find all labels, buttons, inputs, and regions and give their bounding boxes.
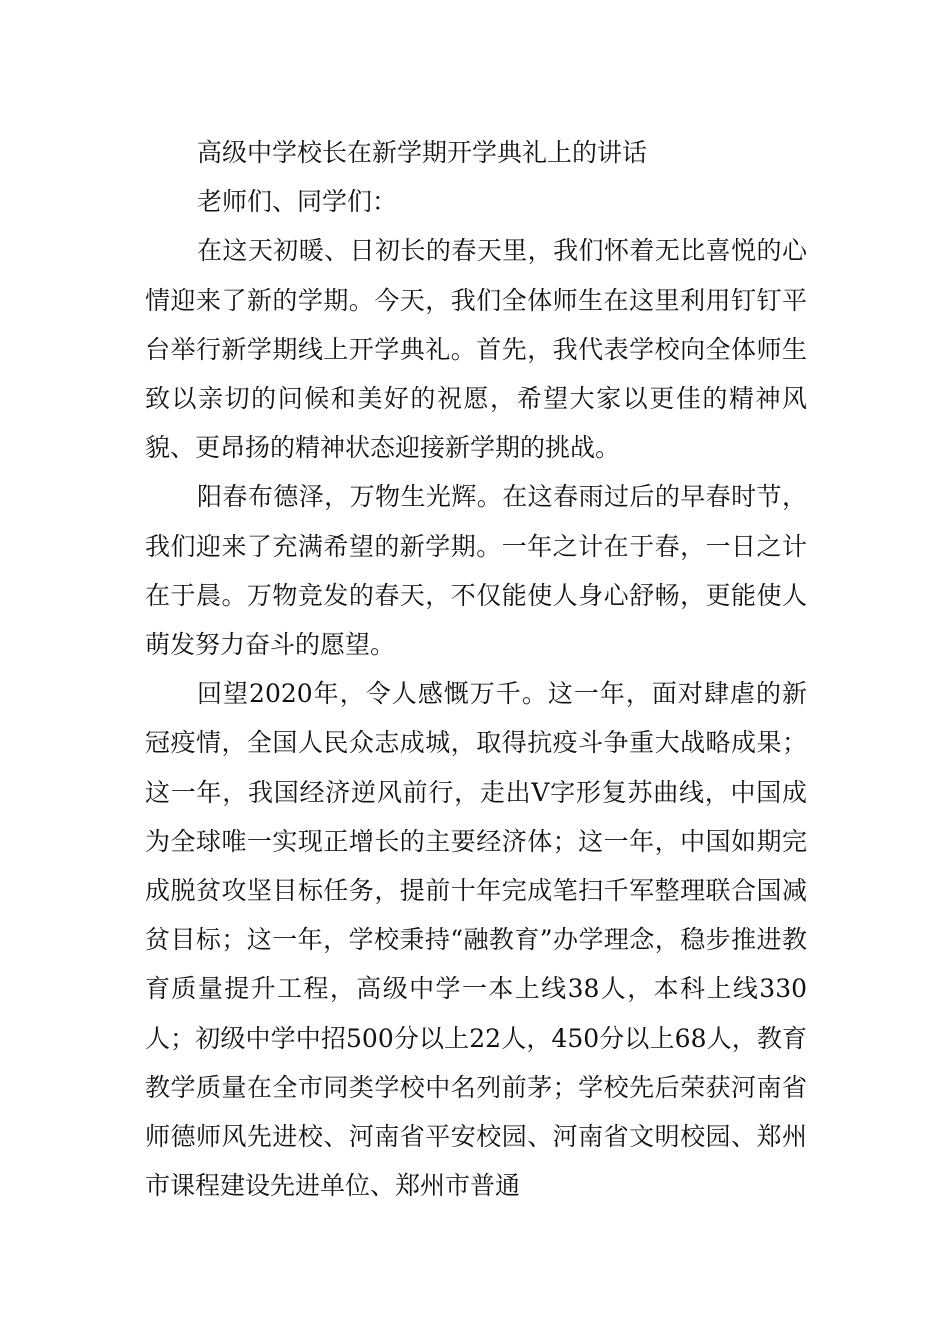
paragraph-2: 阳春布德泽，万物生光辉。在这春雨过后的早春时节，我们迎来了充满希望的新学期。一年之计在于春，一日之计在于晨。万物竞发的春天，不仅能使人身心舒畅，更能使人萌发努力奋斗的愿望。 xyxy=(145,482,807,660)
document-body xyxy=(145,128,807,1210)
document-title: 高级中学校长在新学期开学典礼上的讲话 xyxy=(197,138,648,167)
paragraph-1: 在这天初暖、日初长的春天里，我们怀着无比喜悦的心情迎来了新的学期。今天，我们全体师生在这里利用钉钉平台举行新学期线上开学典礼。首先，我代表学校向全体师生致以亲切的问候和美好的祝愿，希望大家以更佳的精神风貌、更昂扬的精神状态迎接新学期的挑战。 xyxy=(145,236,807,463)
greeting: 老师们、同学们： xyxy=(197,187,398,217)
paragraph-3: 回望2020年，令人感慨万千。这一年，面对肆虐的新冠疫情，全国人民众志成城，取得抗疫斗争重大战略成果；这一年，我国经济逆风前行，走出V字形复苏曲线，中国成为全球唯一实现正增长的主要经济体；这一年，中国如期完成脱贫攻坚目标任务，提前十年完成笔扫千军整理联合国减贫目标；这一年，学校秉持“融教育”办学理念，稳步推进教育质量提升工程，高级中学一本上线38人，本科上线330人；初级中学中招500分以上22人，450分以上68人，教育教学质量在全市同类学校中名列前茅；学校先后荣获河南省师德师风先进校、河南省平安校园、河南省文明校园、郑州市课程建设先进单位、郑州市普通 xyxy=(145,679,807,1201)
